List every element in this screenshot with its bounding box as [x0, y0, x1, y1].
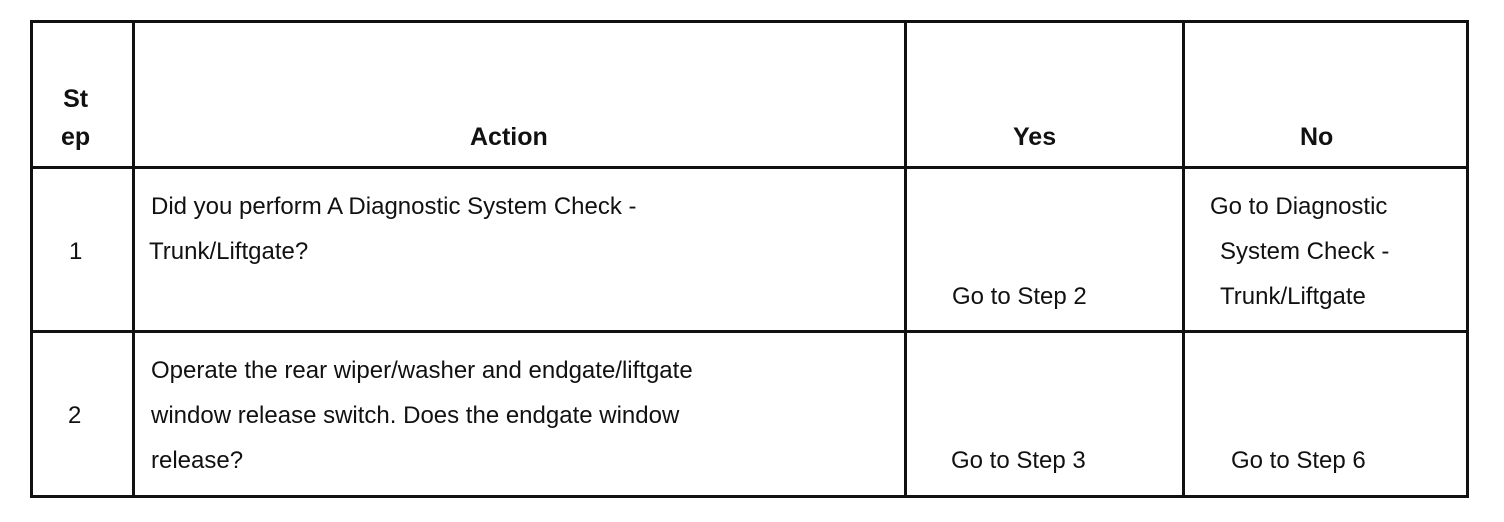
no-cell: [1184, 332, 1468, 497]
header-yes-label: Yes: [1013, 123, 1057, 151]
step-cell: [32, 332, 134, 497]
action-text: [151, 184, 637, 274]
header-yes-cell: [906, 22, 1184, 168]
header-step-label: [61, 80, 90, 156]
diagnostic-table: [30, 20, 1469, 498]
action-line: Operate the rear wiper/washer and endgate/liftgate: [151, 357, 693, 384]
header-step-line1: St: [63, 85, 89, 113]
yes-cell: [906, 168, 1184, 332]
no-result: [1210, 184, 1389, 319]
action-cell: [134, 168, 906, 332]
no-line: Trunk/Liftgate: [1220, 283, 1366, 310]
action-line: window release switch. Does the endgate window: [151, 402, 680, 429]
step-number: 2: [68, 402, 82, 429]
step-cell: [32, 168, 134, 332]
action-line: Did you perform A Diagnostic System Check -: [151, 193, 637, 220]
header-step-line2: ep: [61, 123, 91, 151]
yes-result: Go to Step 3: [951, 447, 1086, 474]
table-row: [32, 168, 1468, 332]
table-header-row: [32, 22, 1468, 168]
yes-cell: [906, 332, 1184, 497]
action-line: release?: [151, 447, 244, 474]
no-line: System Check -: [1220, 238, 1390, 265]
yes-result: Go to Step 2: [952, 283, 1087, 310]
step-number: 1: [69, 238, 83, 265]
header-step-cell: [32, 22, 134, 168]
action-line: Trunk/Liftgate?: [149, 238, 309, 265]
header-no-label: No: [1300, 123, 1334, 151]
action-text: [151, 348, 693, 483]
no-cell: [1184, 168, 1468, 332]
table-row: [32, 332, 1468, 497]
header-action-label: Action: [470, 123, 548, 151]
header-action-cell: [134, 22, 906, 168]
action-cell: [134, 332, 906, 497]
no-line: Go to Diagnostic: [1210, 193, 1388, 220]
no-result: Go to Step 6: [1231, 447, 1366, 474]
header-no-cell: [1184, 22, 1468, 168]
